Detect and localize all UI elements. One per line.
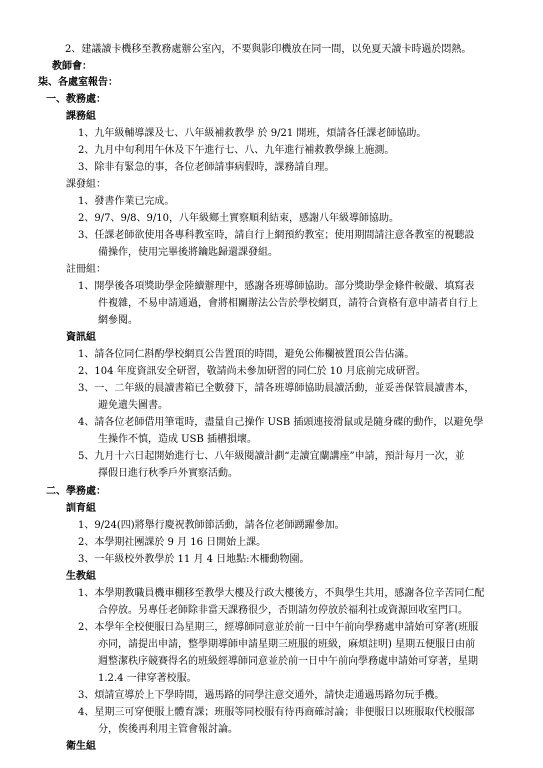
subsection-heading: 訓育組 [66, 503, 96, 514]
subsection-heading: 資訊組 [66, 332, 96, 343]
list-item: 1、開學後各項獎助學金陸續辦理中，感謝各班導師協助。部分獎助學金條件較嚴、填寫表 [78, 281, 475, 292]
chapter-heading: 柒、各處室報告： [38, 77, 118, 88]
subsection-heading: 課務組 [66, 111, 96, 122]
list-item-continuation: 避免遺失圖書。 [98, 400, 168, 411]
section-heading: 教師會： [52, 61, 92, 72]
section-heading: 一、教務處： [46, 94, 106, 105]
text-line: 2、建議讀卡機移至教務處辦公室內，不要與影印機放在同一間，以免夏天讀卡時過於悶熱。 [65, 44, 472, 55]
list-item-continuation: 分，俟後再利用主管會報討論。 [98, 724, 238, 735]
list-item: 1、本學期教職員機車棚移至教學大樓及行政大樓後方，不與學生共用，感謝各位辛苦同仁配 [78, 588, 485, 599]
list-item-continuation: 擇假日進行秋季戶外實察活動。 [98, 468, 238, 479]
list-item: 1、發書作業已完成。 [78, 196, 175, 207]
list-item-continuation: 備操作，使用完畢後將鑰匙歸還課發組。 [98, 247, 278, 258]
subsection-heading: 課發組： [66, 179, 106, 190]
list-item: 2、9/7、9/8、9/10，八年級鄉土實察順利結束，感謝八年級導師協助。 [78, 213, 400, 224]
list-item-continuation: 件複雜，不易申請通過，會將相關辦法公告於學校網頁，請符合資格有意申請者自行上 [98, 298, 478, 309]
list-item: 3、任課老師欲使用各專科教室時，請自行上網預約教室；使用期間請注意各教室的視聽設 [78, 230, 475, 241]
list-item-continuation: 合停放。另專任老師除非當天課務很少，否則請勿停放於福利社或資源回收室門口。 [98, 605, 468, 616]
list-item: 2、九月中旬利用午休及下午進行七、八、九年進行補救教學線上施測。 [78, 145, 395, 156]
subsection-heading: 註冊組： [66, 264, 106, 275]
list-item: 1、請各位同仁斟酌學校網頁公告置頂的時間，避免公佈欄被置頂公告佔滿。 [78, 349, 415, 360]
list-item: 3、煩請宣導於上下學時間，過馬路的同學注意交通外，請快走通過馬路勿玩手機。 [78, 690, 445, 701]
list-item: 3、一、二年級的晨讀書箱已全數發下，請各班導師協助晨讀活動，並妥善保管晨讀書本， [78, 383, 475, 394]
list-item: 2、104 年度資訊安全研習，敬請尚未參加研習的同仁於 10 月底前完成研習。 [78, 366, 426, 377]
list-item: 2、本學年全校便服日為星期三，經導師同意並於前一日中午前向學務處申請始可穿著(班服 [78, 622, 479, 633]
list-item: 4、星期三可穿便服上體育課；班服等同校服有待再商確討論；非便服日以班服取代校服部 [78, 707, 475, 718]
list-item: 4、請各位老師借用筆電時，盡量自己操作 USB 插頭連接滑鼠或是隨身碟的動作，以避免學 [78, 417, 484, 428]
list-item-continuation: 亦同，請提出申請，整學期導師申請星期三班服的班級，麻煩註明) 星期五便服日由前 [98, 639, 476, 650]
list-item: 3、一年級校外教學於 11 月 4 日地點:木柵動物園。 [78, 554, 310, 565]
list-item: 2、本學期社團課於 9 月 16 日開始上課。 [78, 537, 267, 548]
list-item: 1、9/24(四)將舉行慶祝教師節活動，請各位老師踴躍參加。 [78, 520, 345, 531]
list-item-continuation: 網參閱。 [98, 315, 138, 326]
list-item: 3、除非有緊急的事，各位老師請事病假時，課務請自理。 [78, 162, 335, 173]
list-item: 1、九年級輔導課及七、八年級補救教學 於 9/21 開班，煩請各任課老師協助。 [78, 128, 427, 139]
subsection-heading: 衛生組 [66, 741, 96, 752]
subsection-heading: 生教組 [66, 571, 96, 582]
list-item-continuation: 週整潔秩序競賽得名的班級經導師同意並於前一日中午前向學務處申請始可穿著，星期 [98, 656, 478, 667]
list-item-continuation: 生操作不慎，造成 USB 插槽損壞。 [98, 434, 257, 445]
list-item: 5、九月十六日起開始進行七、八年級閱讀計劃“走讀宜蘭講座”申請，預計每月一次，並 [78, 451, 465, 462]
list-item-continuation: 1.2.4 一律穿著校服。 [98, 673, 197, 684]
section-heading: 二、學務處： [46, 486, 106, 497]
